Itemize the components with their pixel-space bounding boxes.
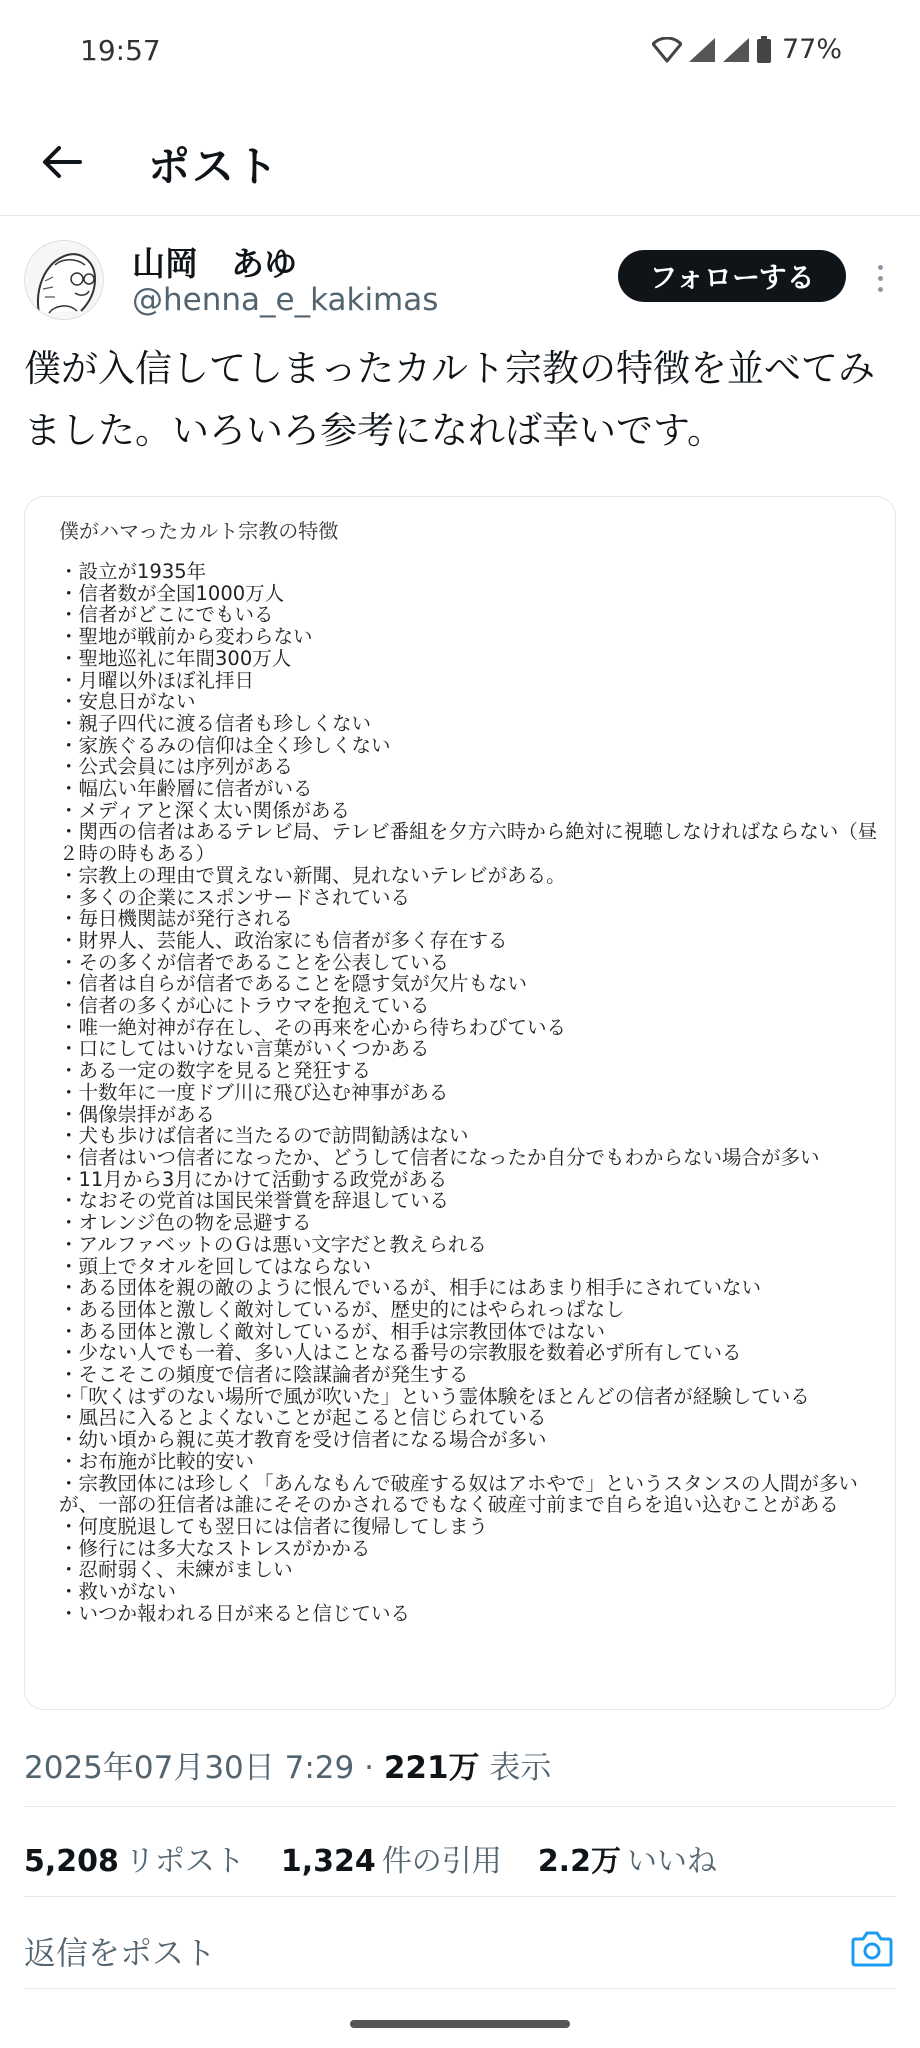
more-dot-icon [878,265,883,270]
image-list-item: ・修行には多大なストレスがかかる [59,1536,371,1560]
image-list-item: ・安息日がない [59,690,196,714]
follow-button[interactable]: フォローする [618,250,846,302]
status-icons [652,34,842,65]
meta-separator: · [354,1750,384,1786]
author-handle[interactable]: @henna_e_kakimas [132,282,439,318]
post-datetime[interactable]: 2025年07月30日 7:29 [24,1750,355,1786]
image-list-item: ・風呂に入るとよくないことが起こると信じられている [59,1406,547,1430]
image-list-item: ・信者はいつ信者になったか、どうして信者になったか自分でもわからない場合が多い [59,1145,820,1169]
post-meta [24,1742,551,1787]
more-options-button[interactable] [868,258,892,298]
post-text: 僕が入信してしまったカルト宗教の特徴を並べてみました。いろいろ参考になれば幸いです。 [24,347,875,452]
image-list-item: ・ある団体と激しく敵対しているが、相手は宗教団体ではない [59,1319,606,1343]
status-bar [0,0,920,104]
divider [24,1896,896,1897]
image-list [59,561,879,1624]
image-list-item: ・口にしてはいけない言葉がいくつかある [59,1037,430,1061]
back-button[interactable] [34,134,90,190]
post-image[interactable] [24,496,896,1710]
image-list-item: ・オレンジ色の物を忌避する [59,1211,312,1235]
signal-icon [722,37,750,63]
likes-count: 2.2万 [537,1844,621,1879]
reposts-count: 5,208 [24,1844,119,1879]
image-list-item: ・多くの企業にスポンサードされている [59,885,411,909]
image-list-item: ・信者がどこにでもいる [59,603,274,627]
quotes-stat[interactable] [281,1836,502,1880]
image-list-item: ・幅広い年齢層に信者がいる [59,777,313,801]
reposts-label: リポスト [124,1844,245,1879]
image-list-item: ・「吹くはずのない場所で風が吹いた」という霊体験をほとんどの信者が経験している [59,1384,810,1408]
avatar[interactable] [24,240,104,320]
image-list-item: ・設立が1935年 [59,560,207,583]
camera-button[interactable] [848,1924,896,1972]
image-list-item: ・そこそこの頻度で信者に陰謀論者が発生する [59,1363,469,1387]
image-list-item: ・偶像崇拝がある [59,1102,216,1126]
image-list-item: ・その多くが信者であることを公表している [59,950,450,974]
image-list-item: ・ある団体を親の敵のように恨んでいるが、相手にはあまり相手にされていない [59,1276,762,1300]
reply-input[interactable]: 返信をポスト [24,1934,217,1972]
image-list-item: ・十数年に一度ドブ川に飛び込む神事がある [59,1080,449,1104]
arrow-left-icon [42,145,82,179]
app-header [0,110,920,216]
divider [24,1988,896,1989]
page-title: ポスト [148,142,281,191]
views-count: 221万 [383,1750,480,1786]
author-name[interactable]: 山岡 あゆ [132,244,297,283]
reposts-stat[interactable] [24,1836,245,1880]
image-list-item: ・家族ぐるみの信仰は全く珍しくない [59,733,391,757]
image-title: 僕がハマったカルト宗教の特徴 [59,519,339,543]
image-list-item: ・救いがない [59,1580,177,1604]
avatar-illustration-icon [25,241,104,320]
image-list-item: ・親子四代に渡る信者も珍しくない [59,711,372,735]
quotes-count: 1,324 [280,1844,376,1879]
image-list-item: ・お布施が比較的安い [59,1449,255,1473]
battery-icon [756,36,772,64]
image-list-item: ・アルファベットのＧは悪い文字だと教えられる [59,1232,487,1256]
likes-label: いいね [626,1844,717,1879]
image-list-item: ・唯一絶対神が存在し、その再来を心から待ちわびている [59,1015,567,1039]
wifi-icon [652,37,682,63]
quotes-label: 件の引用 [381,1844,502,1879]
image-list-item: ・公式会員には序列がある [59,755,294,779]
image-list-item: ・ある一定の数字を見ると発狂する [59,1059,372,1083]
image-list-item: ・聖地が戦前から変わらない [59,625,313,649]
signal-icon [688,37,716,63]
image-list-item: ・いつか報われる日が来ると信じている [59,1601,411,1625]
image-list-item: ・犬も歩けば信者に当たるので訪問勧誘はない [59,1124,469,1148]
camera-icon [851,1929,893,1967]
image-list-item: ・毎日機関誌が発行される [59,907,294,931]
more-dot-icon [878,287,883,292]
home-indicator[interactable] [350,2020,570,2028]
likes-stat[interactable] [538,1836,717,1880]
author-row [0,236,920,332]
image-list-item: ・ある団体と激しく敵対しているが、歴史的にはやられっぱなし [59,1297,625,1321]
image-list-item: ・頭上でタオルを回してはならない [59,1254,372,1278]
image-list-item: ・忍耐弱く、未練がましい [59,1558,293,1582]
image-list-item: ・11月から3月にかけて活動する政党がある [59,1167,448,1191]
views-label: 表示 [479,1750,552,1786]
battery-percentage: 77% [781,34,842,65]
image-list-item: ・何度脱退しても翌日には信者に復帰してしまう [59,1514,489,1538]
more-dot-icon [878,276,883,281]
image-list-item: ・宗教団体には珍しく「あんなもんで破産する奴はアホやで」というスタンスの人間が多いが、一部の狂信者は誰にそそのかされるでもなく破産寸前まで自らを追い込むことがある [59,1471,858,1517]
status-time: 19:57 [80,34,161,67]
image-list-item: ・なおその党首は国民栄誉賞を辞退している [59,1189,450,1213]
image-list-item: ・聖地巡礼に年間300万人 [59,646,292,670]
image-list-item: ・財界人、芸能人、政治家にも信者が多く存在する [59,928,508,952]
image-list-item: ・信者の多くが心にトラウマを抱えている [59,994,430,1018]
reply-bar [24,1920,896,1980]
image-list-item: ・関西の信者はあるテレビ局、テレビ番組を夕方六時から絶対に視聴しなければならない（昼２時の時もある） [59,820,878,866]
image-list-item: ・メディアと深く太い関係がある [59,798,350,822]
image-list-item: ・宗教上の理由で買えない新聞、見れないテレビがある。 [59,863,566,887]
image-list-item: ・信者数が全国1000万人 [59,581,285,605]
image-list-item: ・信者は自らが信者であることを隠す気が欠片もない [59,972,528,996]
divider [24,1806,896,1807]
image-list-item: ・幼い頃から親に英才教育を受け信者になる場合が多い [59,1428,547,1452]
image-list-item: ・月曜以外ほぼ礼拝日 [59,668,255,692]
post-stats [24,1836,717,1880]
image-list-item: ・少ない人でも一着、多い人はことなる番号の宗教服を数着必ず所有している [59,1341,742,1365]
